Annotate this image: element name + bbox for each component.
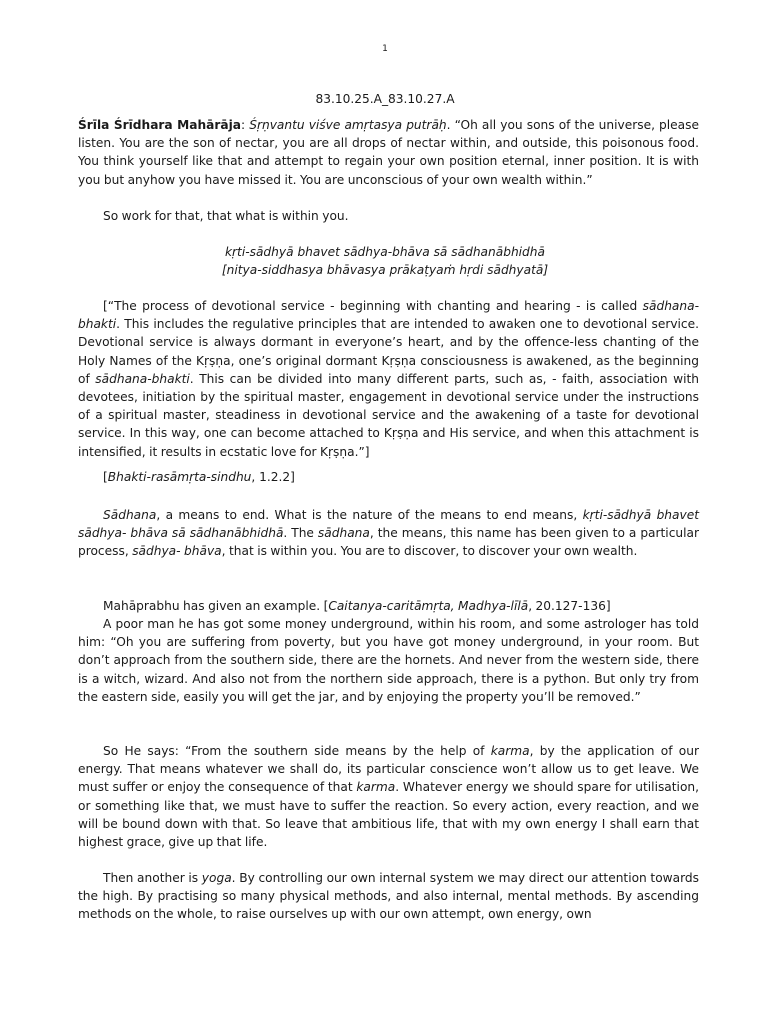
page-number: 1 — [382, 44, 388, 54]
verse-line-2: [nitya-siddhasya bhāvasya prākaṭyaṁ hṛdi sādhyatā] — [221, 263, 549, 277]
paragraph-intro: Śrīla Śrīdhara Mahārāja: Śṛṇvantu viśve amṛtasya putrāḥ. “Oh all you sons of the universe, please listen. You are the son of nectar, you are all drops of nectar within, and outside, this poisonous food. You think yourself like that and attempt to regain your own position eternal, inner position. It is with you but anyhow you have missed it. You are unconscious of your own wealth within.” — [78, 118, 699, 187]
paragraph-poor-man: A poor man he has got some money underground, within his room, and some astrologer has told him: “Oh you are suffering from poverty, but you have got money underground, in your room. But don’t approach from the southern side, there are the hornets. And never from the western side, there is a witch, wizard. And also not from the northern side approach, there is a python. But only try from the eastern side, easily you will get the jar, and by enjoying the property you’ll be removed.” — [78, 617, 699, 704]
paragraph-sadhana: Sādhana, a means to end. What is the nature of the means to end means, kṛti-sādhyā bhavet sādhya- bhāva sā sādhanābhidhā. The sādhana, the means, this name has been given to a particular process, sādhya- bhāva, that is within you. You are to discover, to discover your own wealth. — [78, 508, 699, 559]
speaker-name: Śrīla Śrīdhara Mahārāja — [78, 118, 242, 132]
document-header: 83.10.25.A_83.10.27.A — [315, 92, 455, 106]
paragraph-yoga: Then another is yoga. By controlling our own internal system we may direct our attention towards the high. By practising so many physical methods, and also internal, mental methods. By ascending methods on the whole, to raise ourselves up with our own attempt, own energy, own — [78, 871, 699, 922]
reference-citation: [Bhakti-rasāmṛta-sindhu, 1.2.2] — [103, 470, 295, 484]
paragraph-work: So work for that, that what is within you. — [103, 209, 349, 223]
paragraph-example: Mahāprabhu has given an example. [Caitanya-caritāmṛta, Madhya-līlā, 20.127-136] — [103, 599, 611, 613]
paragraph-translation: [“The process of devotional service - beginning with chanting and hearing - is called sādhana-bhakti. This includes the regulative principles that are intended to awaken one to devotional service. Devotional service is always dormant in everyone’s heart, and by the offence-less chanting of the Holy Names of the Kṛṣṇa, one’s original dormant Kṛṣṇa consciousness is awakened, as the beginning of sādhana-bhakti. This can be divided into many different parts, such as, - faith, association with devotees, initiation by the spiritual master, engagement in devotional service under the instructions of a spiritual master, steadiness in devotional service and the awakening of a taste for devotional service. In this way, one can become attached to Kṛṣṇa and His service, and when this attachment is intensified, it results in ecstatic love for Kṛṣṇa.”] — [78, 299, 699, 459]
paragraph-karma: So He says: “From the southern side means by the help of karma, by the application of our energy. That means whatever we shall do, its particular conscience won’t allow us to get leave. We must suffer or enjoy the consequence of that karma. Whatever energy we should spare for utilisation, or something like that, we must have to suffer the reaction. So every action, every reaction, and we will be bound down with that. So leave that ambitious life, that with my own energy I shall earn that highest grace, give up that life. — [78, 744, 699, 850]
sanskrit-quote: Śṛṇvantu viśve amṛtasya putrāḥ — [249, 118, 447, 132]
verse-line-1: kṛti-sādhyā bhavet sādhya-bhāva sā sādhanābhidhā — [224, 245, 545, 259]
